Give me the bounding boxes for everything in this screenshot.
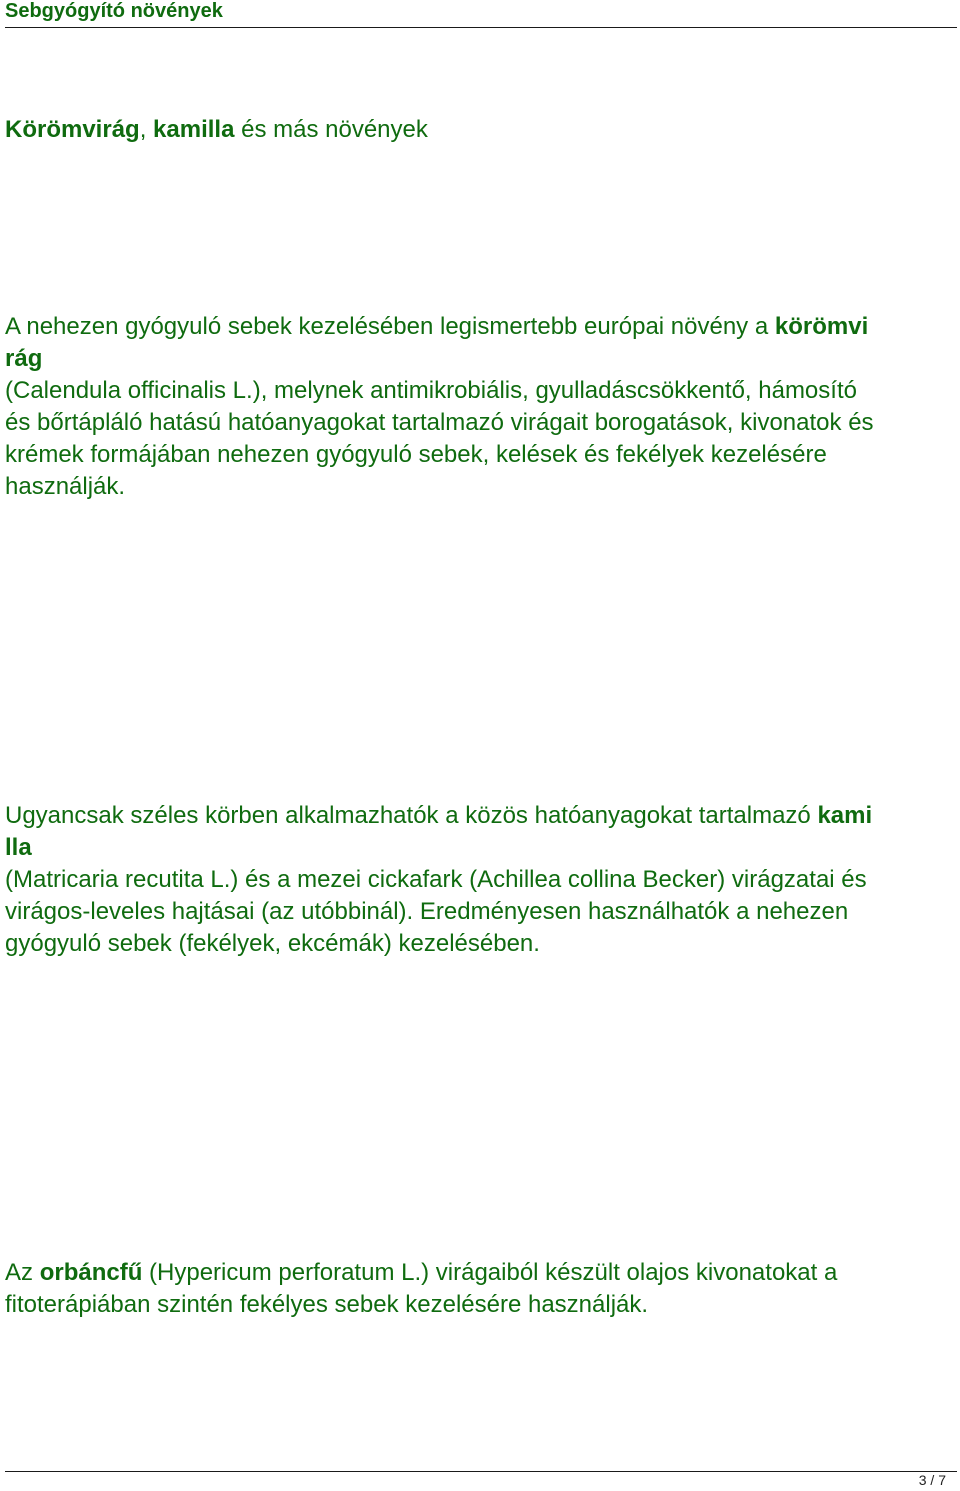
paragraph-line: gyógyuló sebek (fekélyek, ekcémák) kezelésében. [5, 930, 540, 957]
paragraph-line: (Calendula officinalis L.), melynek antimikrobiális, gyulladáscsökkentő, hámosító [5, 377, 857, 404]
paragraph-kamilla [5, 800, 955, 960]
link-kamilla-continued[interactable]: lla [5, 834, 32, 861]
section-heading [5, 115, 428, 145]
link-koromvirag[interactable]: körömvi [774, 313, 869, 340]
link-kamilla[interactable]: kami [817, 802, 873, 829]
paragraph-text: A nehezen gyógyuló sebek kezelésében legismertebb európai növény a [5, 313, 775, 340]
paragraph-text: Az [5, 1259, 40, 1286]
page-footer-rule [5, 1471, 957, 1472]
link-koromvirag-continued[interactable]: rág [5, 345, 43, 372]
paragraph-line [5, 1257, 955, 1289]
paragraph-line: fitoterápiában szintén fekélyes sebek kezelésére használják. [5, 1291, 649, 1318]
paragraph-line: és bőrtápláló hatású hatóanyagokat tartalmazó virágait borogatások, kivonatok és [5, 409, 874, 436]
heading-link-koromvirag[interactable]: Körömvirág [5, 116, 140, 143]
paragraph-koromvirag [5, 311, 955, 503]
heading-link-kamilla[interactable]: kamilla [153, 116, 235, 143]
heading-text: és más növények [234, 116, 428, 143]
paragraph-line: használják. [5, 473, 126, 500]
link-orbancfu[interactable]: orbáncfű [39, 1259, 143, 1286]
heading-separator: , [139, 116, 154, 143]
page-header [5, 0, 957, 28]
paragraph-text: Ugyancsak széles körben alkalmazhatók a közös hatóanyagokat tartalmazó [5, 802, 818, 829]
paragraph-line: krémek formájában nehezen gyógyuló sebek, kelések és fekélyek kezelésére [5, 441, 827, 468]
document-title: Sebgyógyító növények [5, 0, 223, 22]
paragraph-line [5, 800, 955, 832]
page-number: 3 / 7 [918, 1472, 946, 1488]
paragraph-line [5, 311, 955, 343]
paragraph-text: (Hypericum perforatum L.) virágaiból készült olajos kivonatokat a [142, 1259, 838, 1286]
paragraph-line: (Matricaria recutita L.) és a mezei cickafark (Achillea collina Becker) virágzatai és [5, 866, 867, 893]
paragraph-line: virágos-leveles hajtásai (az utóbbinál). Eredményesen használhatók a nehezen [5, 898, 849, 925]
paragraph-orbancfu [5, 1257, 955, 1321]
